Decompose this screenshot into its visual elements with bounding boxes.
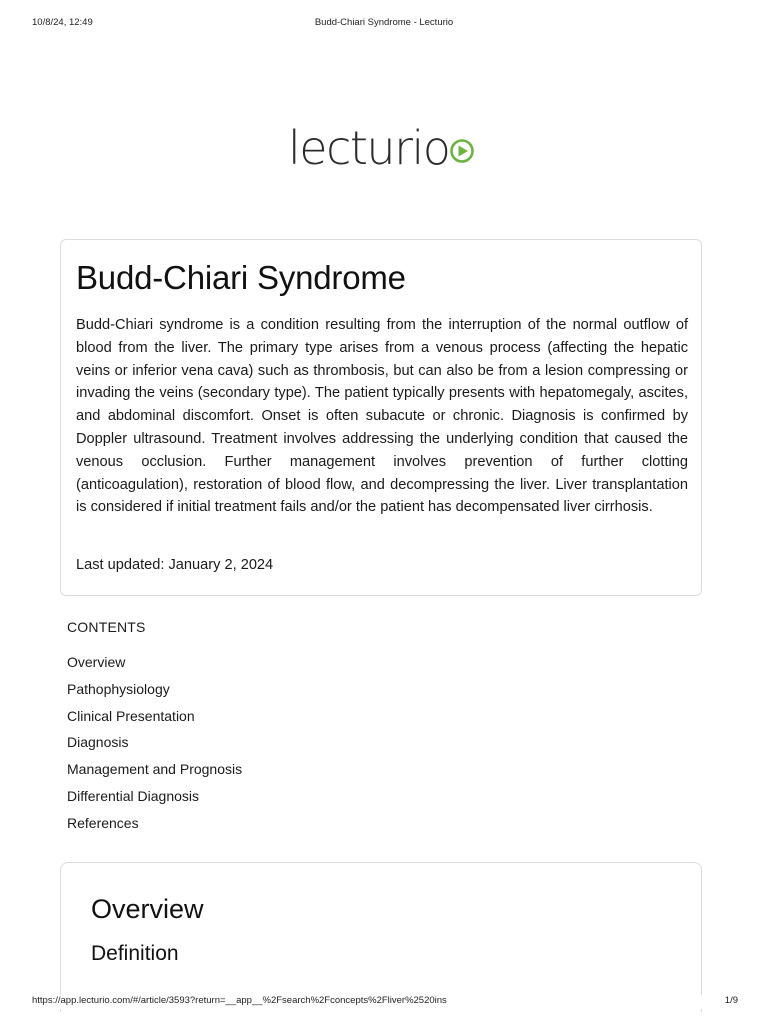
- logo-wordmark: lecturio: [288, 123, 450, 173]
- lecturio-logo-mark: [288, 123, 480, 173]
- last-updated: Last updated: January 2, 2024: [76, 557, 274, 573]
- print-datetime: 10/8/24, 12:49: [32, 17, 93, 28]
- section-subheading: Definition: [91, 942, 179, 965]
- article-summary-card: [60, 239, 702, 596]
- article-title: Budd-Chiari Syndrome: [76, 259, 406, 296]
- section-heading: Overview: [91, 894, 204, 924]
- lecturio-logo: [0, 120, 768, 176]
- toc-item-clinical-presentation[interactable]: Clinical Presentation: [67, 707, 195, 724]
- toc-item-diagnosis[interactable]: Diagnosis: [67, 734, 129, 751]
- print-footer: [0, 995, 768, 1009]
- page-number: 1/9: [724, 995, 738, 1006]
- toc-item-differential-diagnosis[interactable]: Differential Diagnosis: [67, 787, 200, 804]
- overview-section-card: [60, 862, 702, 1012]
- toc-item-references[interactable]: References: [67, 814, 139, 831]
- print-page-title: Budd-Chiari Syndrome - Lecturio: [314, 17, 454, 28]
- print-url: https://app.lecturio.com/#/article/3593?return=__app__%2Fsearch%2Fconcepts%2Fliver%2520ins: [32, 995, 447, 1006]
- toc-item-pathophysiology[interactable]: Pathophysiology: [67, 680, 170, 697]
- article-summary: Budd-Chiari syndrome is a condition resulting from the interruption of the normal outflow of blood from the liver. The primary type arises from a venous process (affecting the hepatic veins or inferior vena cava) such as thrombosis, but can also be from a lesion compressing or invading the veins (secondary type). The patient typically presents with hepatomegaly, ascites, and abdominal discomfort. Onset is often subacute or chronic. Diagnosis is confirmed by Doppler ultrasound. Treatment involves addressing the underlying condition that caused the venous occlusion. Further management involves prevention of further clotting (anticoagulation), restoration of blood flow, and decompressing the liver. Liver transplantation is considered if initial treatment fails and/or the patient has decompensated liver cirrhosis.: [76, 317, 688, 516]
- table-of-contents: [67, 653, 242, 841]
- print-header: [0, 17, 768, 31]
- play-triangle-icon: [459, 146, 469, 157]
- contents-heading: CONTENTS: [67, 619, 146, 635]
- toc-item-management-and-prognosis[interactable]: Management and Prognosis: [67, 761, 243, 778]
- toc-item-overview[interactable]: Overview: [67, 654, 126, 670]
